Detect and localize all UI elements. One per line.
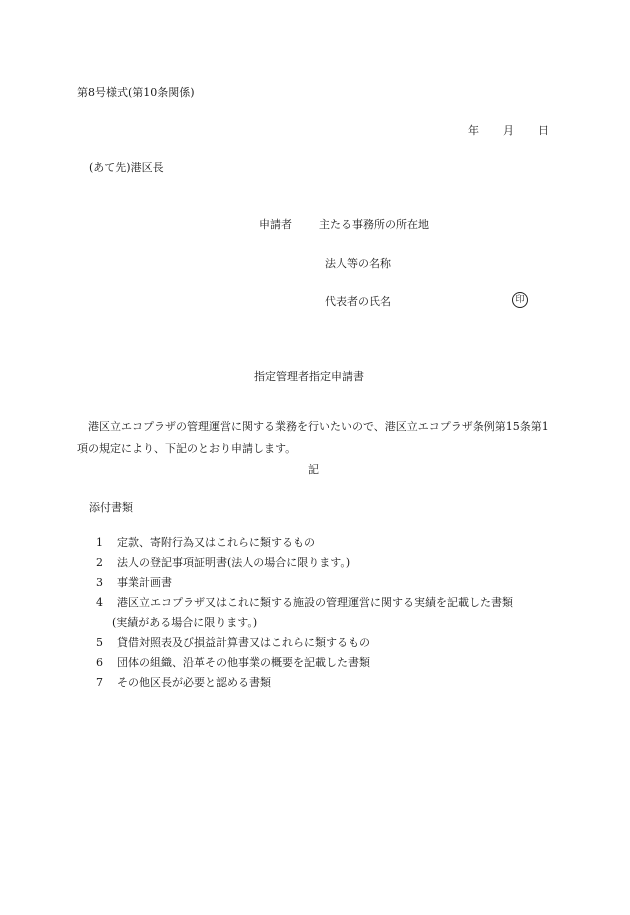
body-paragraph: 港区立エコプラザの管理運営に関する業務を行いたいので、港区立エコプラザ条例第15条第1項の規定により、下記のとおり申請します。 <box>77 420 549 455</box>
attachment-item <box>96 656 513 676</box>
date-line <box>468 125 549 136</box>
date-year-label: 年 <box>468 124 479 137</box>
attachment-number: 1 <box>96 536 103 549</box>
attachment-text: 事業計画書 <box>117 576 172 589</box>
date-day-label: 日 <box>538 124 549 137</box>
attachment-number: 5 <box>96 636 103 649</box>
addressee: (あて先)港区長 <box>89 161 164 174</box>
attachments-heading: 添付書類 <box>89 501 133 514</box>
attachment-number: 4 <box>96 596 103 609</box>
form-number: 第8号様式(第10条関係) <box>77 86 195 99</box>
representative-name-label: 代表者の氏名 <box>325 295 391 308</box>
attachment-text: 定款、寄附行為又はこれらに類するもの <box>117 536 315 549</box>
attachment-item <box>96 556 513 576</box>
ki-marker: 記 <box>308 463 319 476</box>
attachment-number: 2 <box>96 556 103 569</box>
attachment-item <box>96 536 513 556</box>
attachment-text: 団体の組織、沿革その他事業の概要を記載した書類 <box>117 656 370 669</box>
document-title: 指定管理者指定申請書 <box>254 370 364 383</box>
attachment-item <box>96 636 513 656</box>
office-location-label: 主たる事務所の所在地 <box>319 218 429 231</box>
attachment-text: 貸借対照表及び損益計算書又はこれらに類するもの <box>117 636 370 649</box>
attachment-number: 3 <box>96 576 103 589</box>
seal-mark: 印 <box>512 292 528 308</box>
attachments-list <box>96 536 513 696</box>
attachment-number: 7 <box>96 676 103 689</box>
applicant-label: 申請者 <box>259 218 292 231</box>
attachment-number: 6 <box>96 656 103 669</box>
attachment-item <box>96 576 513 596</box>
attachment-continuation: (実績がある場合に限ります。) <box>112 616 258 629</box>
attachment-text: 港区立エコプラザ又はこれに類する施設の管理運営に関する実績を記載した書類 <box>117 596 513 609</box>
attachment-item <box>96 676 513 696</box>
date-month-label: 月 <box>503 124 514 137</box>
attachment-text: その他区長が必要と認める書類 <box>117 676 271 689</box>
organization-name-label: 法人等の名称 <box>325 257 391 270</box>
attachment-item <box>96 596 513 616</box>
attachment-text: 法人の登記事項証明書(法人の場合に限ります。) <box>117 556 351 569</box>
